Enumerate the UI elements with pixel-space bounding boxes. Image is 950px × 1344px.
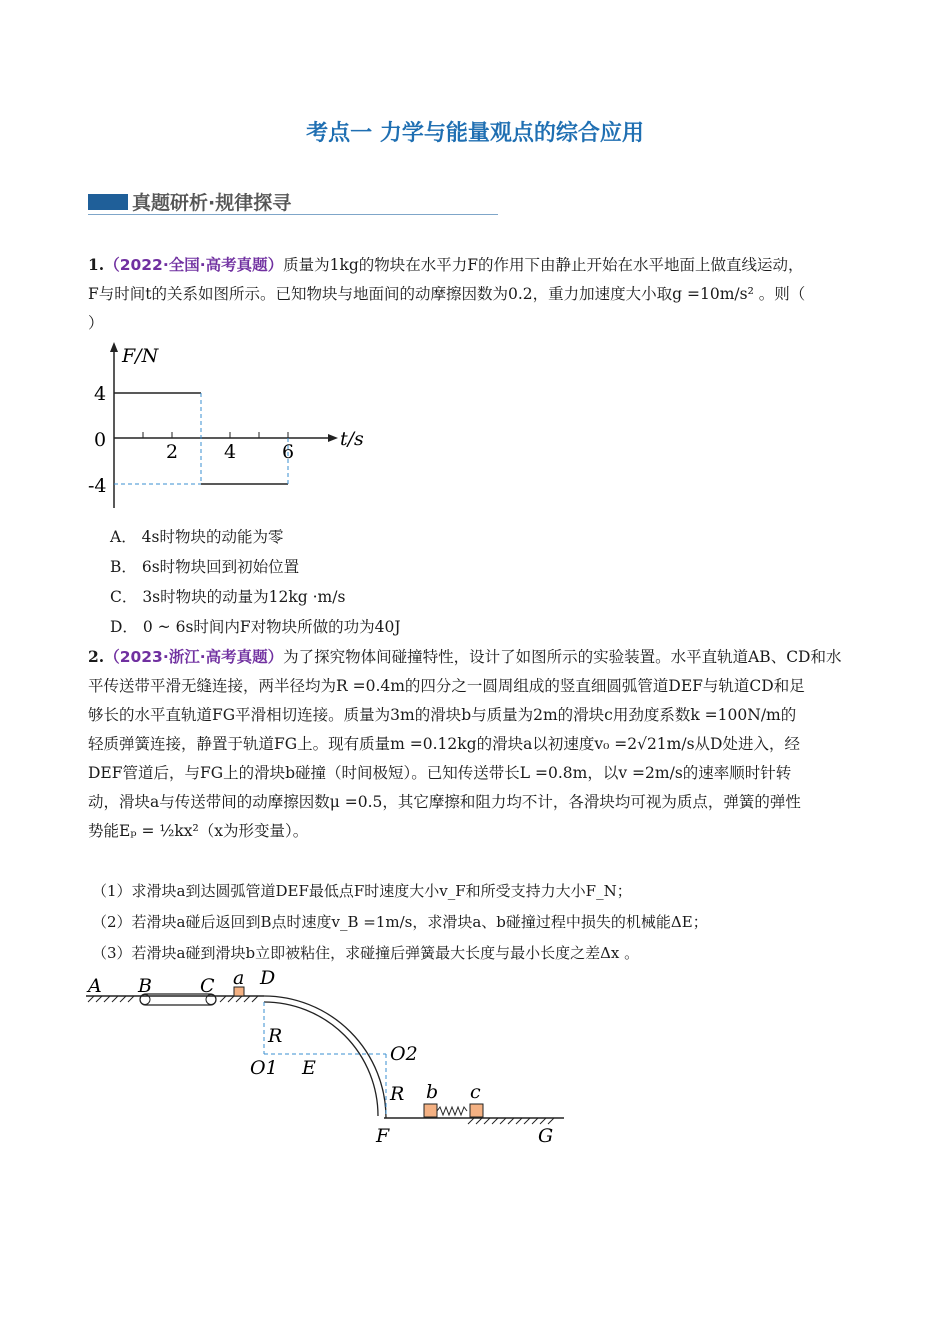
q1-force-time-graph: [84, 338, 384, 518]
label-C: C: [200, 975, 215, 997]
q2-line: 动，滑块a与传送带间的动摩擦因数μ =0.5，其它摩擦和阻力均不计，各滑块均可视为质点，弹簧的弹性: [88, 793, 801, 811]
label-F: F: [376, 1125, 390, 1147]
block-b: [424, 1104, 437, 1117]
section-title: 真题研析·规律探寻: [132, 192, 292, 214]
label-R-upper: R: [268, 1025, 283, 1047]
q1-source: （2022·全国·高考真题）: [104, 256, 284, 274]
label-E: E: [302, 1057, 316, 1079]
q1-option-a[interactable]: A． 4s时物块的动能为零: [110, 528, 284, 546]
q1-number: 1.: [88, 255, 105, 274]
label-a: a: [233, 967, 245, 989]
section-underline: [88, 214, 498, 215]
section-marker: [88, 194, 128, 210]
label-c: c: [470, 1081, 481, 1103]
label-b: b: [426, 1081, 439, 1103]
q1-option-b[interactable]: B． 6s时物块回到初始位置: [110, 558, 300, 576]
q1-stem: [88, 250, 864, 338]
q2-apparatus-figure: [84, 966, 574, 1152]
upper-track-hatch: [88, 996, 258, 1002]
q1-line1: 质量为1kg的物块在水平力F的作用下由静止开始在水平地面上做直线运动，: [283, 256, 804, 274]
q2-subquestion-3: （3）若滑块a碰到滑块b立即被粘住，求碰撞后弹簧最大长度与最小长度之差Δx 。: [92, 944, 640, 962]
q2-subquestion-2: （2）若滑块a碰后返回到B点时速度v_B =1m/s，求滑块a、b碰撞过程中损失的机械能ΔE；: [92, 913, 708, 931]
x-tick-label: 6: [282, 441, 295, 463]
q2-source: （2023·浙江·高考真题）: [104, 648, 284, 666]
q2-line: DEF管道后，与FG上的滑块b碰撞（时间极短）。已知传送带长L =0.8m，以v =2m/s的速率顺时针转: [88, 764, 792, 782]
q2-number: 2.: [88, 647, 105, 666]
q2-line: 为了探究物体间碰撞特性，设计了如图所示的实验装置。水平直轨道AB、CD和水: [283, 648, 842, 666]
y-tick-label: -4: [88, 475, 107, 497]
y-tick-label: 4: [94, 383, 107, 405]
pipe-inner-wall: [264, 1002, 378, 1116]
label-B: B: [138, 975, 152, 997]
y-tick-label: 0: [94, 429, 107, 451]
label-O1: O1: [250, 1057, 278, 1079]
label-R-lower: R: [390, 1083, 405, 1105]
page-title: 考点一 力学与能量观点的综合应用: [306, 121, 644, 146]
lower-track-hatch: [468, 1118, 554, 1124]
label-O2: O2: [390, 1043, 418, 1065]
label-G: G: [538, 1125, 554, 1147]
pipe-outer-wall: [264, 996, 386, 1118]
q2-line: 平传送带平滑无缝连接，两半径均为R =0.4m的四分之一圆周组成的竖直细圆弧管道DEF与轨道CD和足: [88, 677, 805, 695]
x-tick-label: 2: [166, 441, 179, 463]
block-c: [470, 1104, 483, 1117]
q1-line3: ）: [88, 314, 104, 332]
q1-option-d[interactable]: D． 0 ~ 6s时间内F对物块所做的功为40J: [110, 618, 401, 636]
y-axis-label: F/N: [122, 345, 159, 367]
q2-line: 势能Eₚ = ½kx²（x为形变量）。: [88, 822, 309, 840]
y-axis-arrow: [110, 342, 118, 352]
x-tick-label: 4: [224, 441, 237, 463]
label-D: D: [260, 967, 276, 989]
q2-line: 够长的水平直轨道FG平滑相切连接。质量为3m的滑块b与质量为2m的滑块c用劲度系数k =100N/m的: [88, 706, 797, 724]
spring: [437, 1107, 467, 1115]
x-axis-arrow: [328, 434, 338, 442]
x-axis-label: t/s: [340, 428, 364, 450]
q2-stem: [88, 642, 864, 846]
q1-line2: F与时间t的关系如图所示。已知物块与地面间的动摩擦因数为0.2，重力加速度大小取g =10m/s² 。则（: [88, 285, 806, 303]
label-A: A: [88, 975, 102, 997]
q1-option-c[interactable]: C． 3s时物块的动量为12kg ·m/s: [110, 588, 346, 606]
q2-line: 轻质弹簧连接，静置于轨道FG上。现有质量m =0.12kg的滑块a以初速度v₀ =2√21m/s从D处进入，经: [88, 735, 800, 753]
section-header: [88, 188, 498, 216]
q2-subquestion-1: （1）求滑块a到达圆弧管道DEF最低点F时速度大小v_F和所受支持力大小F_N；: [92, 882, 632, 900]
